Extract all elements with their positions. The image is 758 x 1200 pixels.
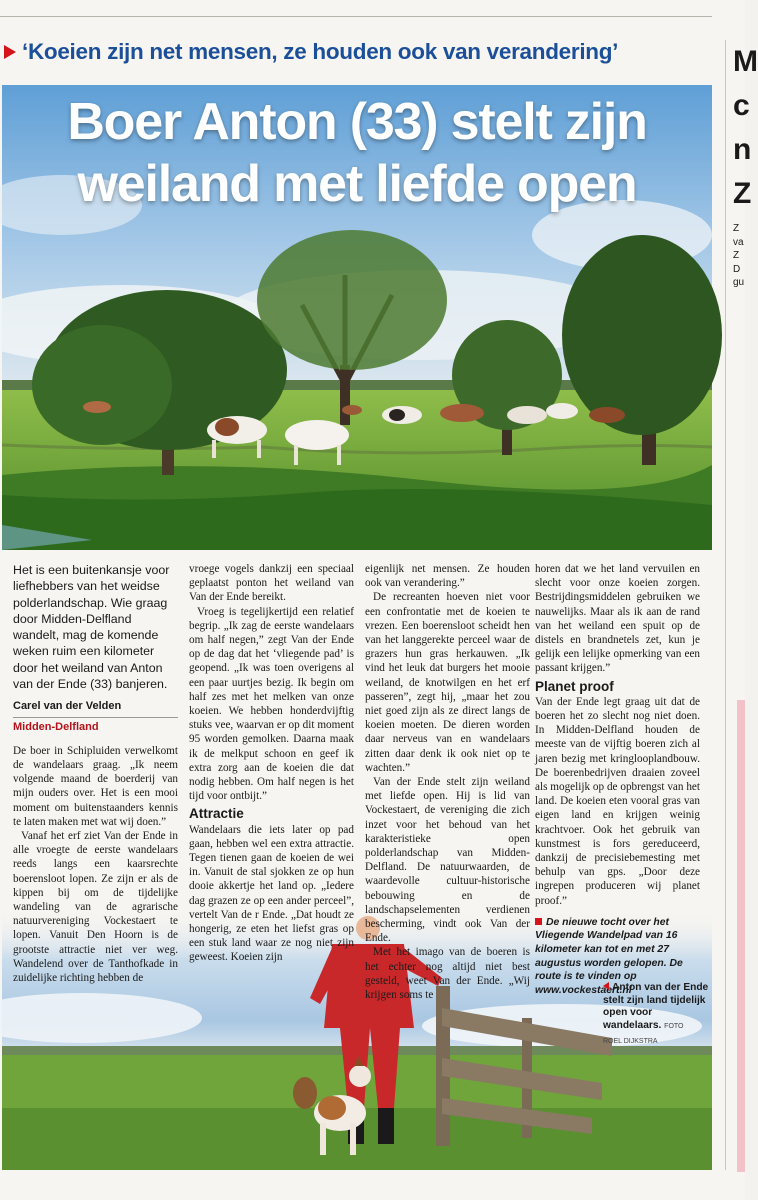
subhead-planet-proof: Planet proof — [535, 678, 614, 694]
paragraph: De recreanten hoeven niet voor een confrontatie met de koeien te vrezen. Een boerensloot scheidt hen van het langgerekte perceel waar de grazers hun gras herkauwen. „Ik vind het leuk dat burgers het mooie weiland, de knotwilgen en het erf passeren”, zegt hij, „maar het zou niet goed zijn als ze direct langs de koeien moeten. De dieren worden daar nerveus van en wandelaars zitten daar denk ik ook niet op te wachten.” — [365, 591, 530, 774]
caption-text: Anton van der Ende stelt zijn land tijdelijk open voor wandelaars. — [603, 982, 709, 1031]
place-line: Midden-Delfland — [13, 717, 178, 734]
top-rule — [0, 16, 712, 17]
intro-paragraph: Het is een buitenkansje voor liefhebbers van het weidse polderlandschap. Wie graag door Midden-Delfland wandelt, mag de komende weken ruim een kilometer door het weiland van Anton van der Ende (33) banjeren. — [13, 563, 170, 692]
paragraph: eigenlijk net mensen. Ze houden ook van verandering.” — [365, 563, 530, 590]
column-rule — [725, 40, 726, 1170]
article-body — [13, 562, 713, 1002]
paragraph: Van der Ende legt graag uit dat de boeren het zo slecht nog niet doen. In Midden-Delfland houden de meeste van de vijftig boeren zich al jaren bezig met kringlooplandbouw. De boerenbedrijven draaien zoveel als mogelijk op de opbrengst van het land. De koeien eten vooral gras van eigen land en krijgen weinig krachtvoer. Ook het gebruik van kunstmest is fors gereduceerd, dankzij de precisiebemesting met behulp van gps. „Door deze ingrepen produceren wij planet proof.” — [535, 695, 700, 907]
article-column-4 — [535, 562, 700, 997]
caption-foto-label: FOTO — [664, 1022, 684, 1030]
kicker-arrow-icon — [4, 45, 16, 59]
kicker — [4, 34, 704, 70]
article-column-3 — [365, 562, 530, 1002]
paragraph: Wandelaars die iets later op pad gaan, hebben wel een extra attractie. Tegen tienen gaan de koeien de wei in. Vanuit de stal sjokken ze op hun dooie akkertje het land op. „Iedere dag grazen ze op een ander perceel”, vertelt Van de r Ende. „Dat houdt ze hongerig, ze eten het liefst gras op een stuk land waar ze nog niet zijn geweest. Koeien zijn — [189, 823, 354, 964]
author-byline: Carel van der Velden — [13, 700, 122, 713]
caption-credit: ROEL DIJKSTRA — [603, 1038, 658, 1046]
subhead-attractie: Attractie — [189, 806, 244, 822]
adjacent-headline-fragment: M c n Z — [733, 45, 758, 210]
photo-caption — [603, 982, 713, 1049]
headline-line-2: weiland met liefde open — [77, 155, 637, 213]
headline-line-1: Boer Anton (33) stelt zijn — [67, 93, 647, 151]
paragraph: Met het imago van de boeren is het echter nog altijd niet best gesteld, weet Van der Ende. „Wij krijgen soms te — [365, 946, 530, 1002]
paragraph: Vroeg is tegelijkertijd een relatief begrip. „Ik zag de eerste wandelaars om half negen,” zegt Van der Ende op de dag dat het ‘vliegende pad’ is geopend. „Ik was toen overigens al een paar uurtjes bezig. Ik begin om half zes met het melken van onze koeien. We hebben honderdvijftig stuks vee, waarvan er op dit moment 95 worden gemolken. Daarna maak ik de melkput schoon en geef ik extra zorg aan de koeien die dat nodig hebben. Om half negen is het tijd voor ontbijt.” — [189, 605, 354, 803]
headline — [2, 91, 712, 215]
hero-photo — [2, 85, 712, 550]
adjacent-text-fragment: Z va Z D gu — [733, 223, 745, 288]
paragraph: Vanaf het erf ziet Van der Ende in alle vroegte de eerste wandelaars reeds langs een kaarsrechte boerensloot lopen. Ze zijn er als de kippen bij om de tijdelijke wandeling van de agrarische natuurvereniging Vockestaert te lopen. Vanuit Den Hoorn is de grootste attractie niet ver weg. Wandelend over de Tanthofkade in zuidelijke richting hebben de — [13, 830, 178, 985]
paragraph: horen dat we het land vervuilen en slecht voor onze koeien zorgen. Bestrijdingsmiddelen gebruiken we nauwelijks. Maar als ik aan de rand van het weiland een spuit op de distels en brandnetels zet, kun je gelijk een lelijke opmerking van een passant krijgen.” — [535, 563, 700, 675]
paragraph: De boer in Schipluiden verwelkomt de wandelaars graag. „Ik neem volgende maand de boerderij van mijn ouders over. Het is een mooi moment om buitenstaanders kennis te laten maken met wat wij doen.” — [13, 744, 178, 828]
adjacent-pink-box — [737, 700, 745, 1172]
paragraph: Van der Ende stelt zijn weiland met liefde open. Hij is lid van Vockestaert, de vereniging die zich inzet voor het behoud van het karakteristieke open polderlandschap van Midden-Delfland. De natuurwaarden, de waardevolle cultuur-historische bebouwing en de landschapselementen verdienen bescherming, vindt ook Van der Ende. — [365, 776, 530, 945]
callout-text: De nieuwe tocht over het Vliegende Wandelpad van 16 kilometer kan tot en met 27 augustus worden gelopen. De route is te vinden op www.vockestaert.nl — [535, 916, 683, 996]
callout-square-icon — [535, 918, 542, 925]
kicker-text: ‘Koeien zijn net mensen, ze houden ook van verandering’ — [22, 39, 619, 64]
caption-arrow-icon — [603, 982, 609, 990]
paragraph: vroege vogels dankzij een speciaal geplaatst ponton het weiland van Van der Ende bereikt. — [189, 563, 354, 604]
article-column-1 — [13, 562, 178, 985]
article-column-2 — [189, 562, 354, 965]
